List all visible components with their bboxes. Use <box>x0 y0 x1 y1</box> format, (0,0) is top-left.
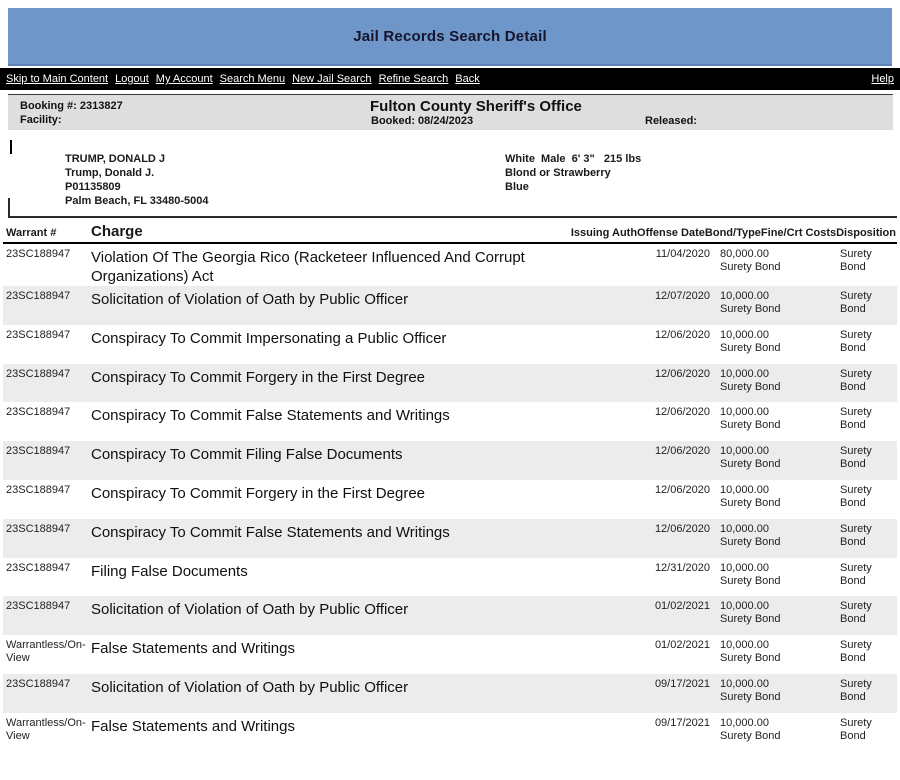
booking-left-block <box>20 99 123 127</box>
bond-amount-type: 10,000.00 Surety Bond <box>720 483 781 509</box>
header-charge: Charge <box>91 223 143 240</box>
nav-link-back[interactable]: Back <box>455 73 480 85</box>
disposition: Surety Bond <box>840 445 872 471</box>
offense-date: 12/31/2020 <box>654 561 710 574</box>
header-warrant: Warrant # <box>6 227 57 239</box>
warrant-number: 23SC188947 <box>6 367 71 380</box>
agency-name: Fulton County Sheriff's Office <box>370 98 582 115</box>
bond-amount-type: 10,000.00 Surety Bond <box>720 406 781 432</box>
charge-row <box>3 558 897 597</box>
page-banner <box>8 8 892 66</box>
charges-table <box>3 223 897 752</box>
physical-descriptors: White Male 6' 3" 215 lbs <box>505 153 642 165</box>
nav-link-search-menu[interactable]: Search Menu <box>219 73 286 85</box>
jail-records-page <box>0 8 900 780</box>
charge-description: Conspiracy To Commit False Statements and Writings <box>91 407 450 425</box>
offense-date: 11/04/2020 <box>655 248 710 260</box>
charge-description: Filing False Documents <box>91 562 248 580</box>
charge-description: Solicitation of Violation of Oath by Public Officer <box>91 291 409 308</box>
warrant-number: Warrantless/On-View <box>6 639 86 665</box>
nav-bar <box>0 68 900 90</box>
nav-link-logout[interactable]: Logout <box>115 73 149 85</box>
bond-amount-type: 10,000.00 Surety Bond <box>720 367 781 393</box>
inmate-name-block <box>65 152 209 208</box>
offense-date: 01/02/2021 <box>654 600 710 613</box>
charge-description: Solicitation of Violation of Oath by Public Officer <box>91 601 409 619</box>
disposition: Surety Bond <box>840 561 872 587</box>
header-disposition: Disposition <box>836 227 896 239</box>
warrant-number: 23SC188947 <box>6 522 71 535</box>
charge-description: Conspiracy To Commit Forgery in the First Degree <box>91 484 425 502</box>
inmate-name-upper: TRUMP, DONALD J <box>65 153 166 165</box>
facility-label: Facility: <box>20 114 62 126</box>
offense-date: 09/17/2021 <box>654 716 710 729</box>
inmate-address: Palm Beach, FL 33480-5004 <box>65 195 209 207</box>
charge-row <box>3 635 897 674</box>
disposition: Surety Bond <box>840 483 872 509</box>
disposition: Surety Bond <box>840 677 872 703</box>
released-label: Released: <box>645 115 697 127</box>
bond-amount-type: 80,000.00 Surety Bond <box>720 248 781 273</box>
disposition: Surety Bond <box>840 522 872 548</box>
nav-link-help[interactable]: Help <box>871 73 894 85</box>
charge-row <box>3 325 897 364</box>
nav-link-refine-search[interactable]: Refine Search <box>378 73 449 85</box>
booking-number: Booking #: 2313827 <box>20 100 123 112</box>
offense-date: 12/06/2020 <box>654 445 710 458</box>
bond-amount-type: 10,000.00 Surety Bond <box>720 561 781 587</box>
disposition: Surety Bond <box>840 328 872 354</box>
disposition: Surety Bond <box>840 406 872 432</box>
inmate-section <box>8 130 897 218</box>
warrant-number: 23SC188947 <box>6 600 71 613</box>
disposition: Surety Bond <box>840 600 872 626</box>
nav-link-new-jail-search[interactable]: New Jail Search <box>292 73 372 85</box>
bond-amount-type: 10,000.00 Surety Bond <box>720 328 781 354</box>
warrant-number: 23SC188947 <box>6 290 71 302</box>
charge-row <box>3 441 897 480</box>
warrant-number: 23SC188947 <box>6 406 71 419</box>
charge-description: Conspiracy To Commit Forgery in the First Degree <box>91 368 425 386</box>
inmate-id: P01135809 <box>65 181 121 193</box>
offense-date: 12/06/2020 <box>654 367 710 380</box>
charge-row <box>3 244 897 286</box>
header-offense-date: Offense Date <box>637 227 705 239</box>
eye-color: Blue <box>505 181 529 193</box>
header-right-group <box>571 227 897 239</box>
charge-description: Conspiracy To Commit Impersonating a Public Officer <box>91 329 447 347</box>
bond-amount-type: 10,000.00 Surety Bond <box>720 290 781 315</box>
nav-link-skip-to-main-content[interactable]: Skip to Main Content <box>6 73 109 85</box>
charge-row <box>3 480 897 519</box>
warrant-number: 23SC188947 <box>6 561 71 574</box>
booking-header-bar <box>8 94 893 130</box>
charge-description: Violation Of The Georgia Rico (Racketeer Influenced And Corrupt Organizations) Act <box>91 249 525 285</box>
header-fine-crt-costs: Fine/Crt Costs <box>760 227 837 239</box>
disposition: Surety Bond <box>840 639 872 665</box>
bond-amount-type: 10,000.00 Surety Bond <box>720 716 781 742</box>
bond-amount-type: 10,000.00 Surety Bond <box>720 677 781 703</box>
header-issuing-auth: Issuing Auth <box>570 227 638 239</box>
warrant-number: 23SC188947 <box>6 328 71 341</box>
warrant-number: 23SC188947 <box>6 677 71 690</box>
charge-description: Conspiracy To Commit Filing False Documents <box>91 446 403 464</box>
offense-date: 01/02/2021 <box>654 639 710 652</box>
charge-row <box>3 402 897 441</box>
disposition: Surety Bond <box>840 248 872 273</box>
bond-amount-type: 10,000.00 Surety Bond <box>720 639 781 665</box>
charge-row <box>3 286 897 325</box>
bond-amount-type: 10,000.00 Surety Bond <box>720 600 781 626</box>
bond-amount-type: 10,000.00 Surety Bond <box>720 522 781 548</box>
warrant-number: 23SC188947 <box>6 248 71 260</box>
charge-description: False Statements and Writings <box>91 717 295 735</box>
disposition: Surety Bond <box>840 290 872 315</box>
charges-header-row <box>3 223 897 244</box>
header-bond-type: Bond/Type <box>704 227 761 239</box>
inmate-physical-block <box>505 152 641 194</box>
charge-description: Conspiracy To Commit False Statements and Writings <box>91 523 450 541</box>
disposition: Surety Bond <box>840 716 872 742</box>
hair-color: Blond or Strawberry <box>505 167 611 179</box>
page-title: Jail Records Search Detail <box>353 27 547 45</box>
nav-link-my-account[interactable]: My Account <box>155 73 213 85</box>
offense-date: 09/17/2021 <box>654 677 710 690</box>
charges-body <box>3 244 897 752</box>
charge-row <box>3 596 897 635</box>
charge-row <box>3 364 897 403</box>
disposition: Surety Bond <box>840 367 872 393</box>
text-cursor-mark <box>10 140 12 154</box>
warrant-number: 23SC188947 <box>6 483 71 496</box>
charge-description: Solicitation of Violation of Oath by Public Officer <box>91 678 409 696</box>
offense-date: 12/06/2020 <box>654 406 710 419</box>
booked-date: Booked: 08/24/2023 <box>371 115 474 127</box>
offense-date: 12/07/2020 <box>654 290 710 302</box>
offense-date: 12/06/2020 <box>654 328 710 341</box>
offense-date: 12/06/2020 <box>654 522 710 535</box>
bond-amount-type: 10,000.00 Surety Bond <box>720 445 781 471</box>
charge-description: False Statements and Writings <box>91 640 295 658</box>
offense-date: 12/06/2020 <box>654 483 710 496</box>
charge-row <box>3 713 897 752</box>
warrant-number: 23SC188947 <box>6 445 71 458</box>
warrant-number: Warrantless/On-View <box>6 716 86 742</box>
charge-row <box>3 519 897 558</box>
inmate-name-proper: Trump, Donald J. <box>65 167 155 179</box>
charge-row <box>3 674 897 713</box>
